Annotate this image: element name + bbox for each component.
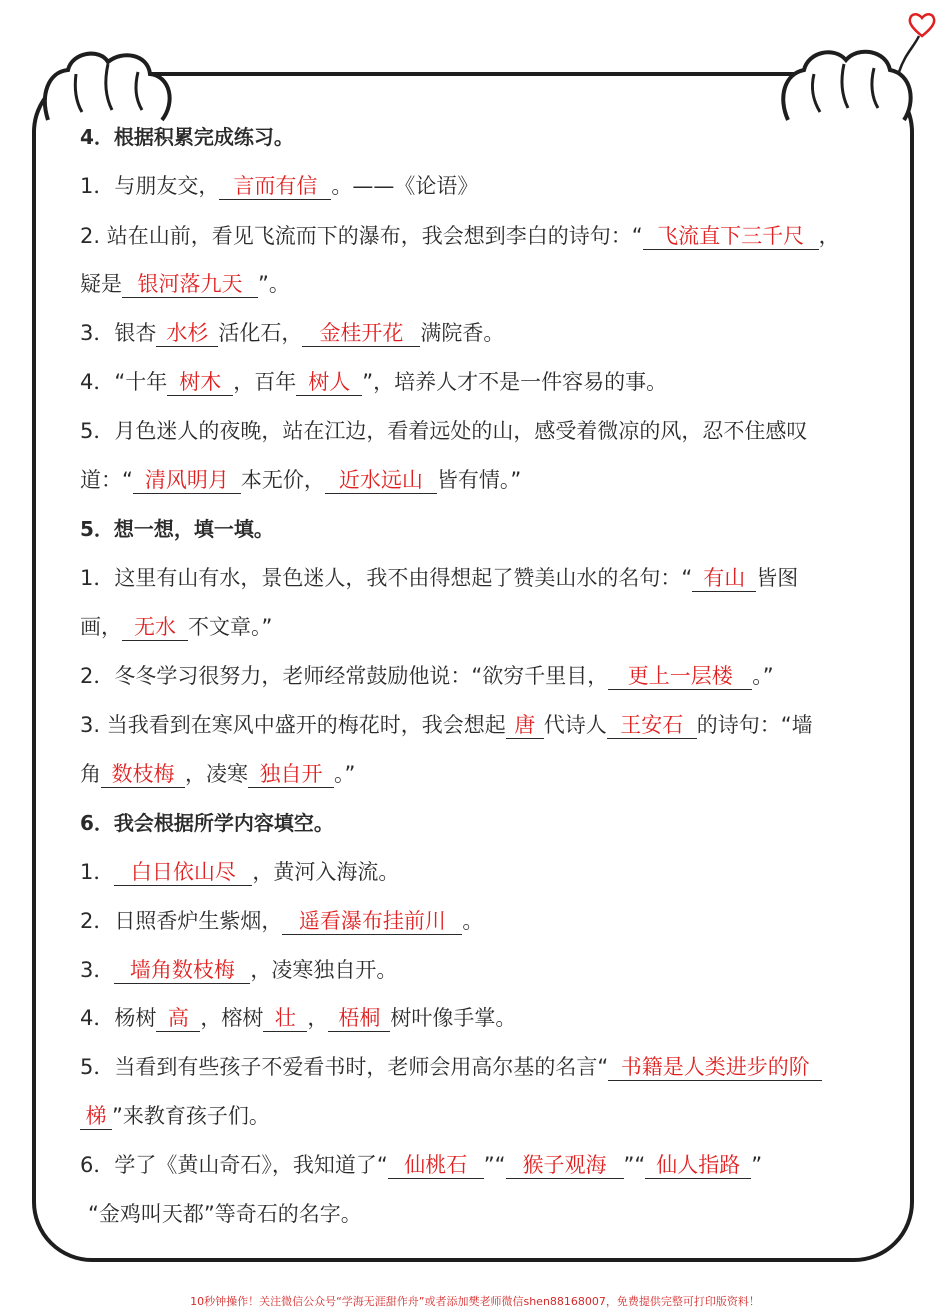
answer-blank[interactable]: 梧桐 [328,1005,390,1032]
answer-blank[interactable]: 有山 [692,565,756,592]
answer-blank[interactable]: 唐 [506,712,544,739]
s6-q1 [80,857,399,887]
text: 本无价， [240,468,325,492]
text: 满院香。 [420,321,505,345]
text: 不文章。” [188,615,273,639]
answer-blank[interactable]: 独自开 [248,761,334,788]
answer-blank[interactable]: 无水 [122,614,188,641]
left-cartoon-hand-icon [30,40,180,130]
answer-blank[interactable]: 遥看瀑布挂前川 [282,908,462,935]
s6-q6-cont [88,1199,362,1229]
s6-q5 [80,1052,822,1082]
text: 3．银杏 [80,321,157,345]
text: “金鸡叫天都”等奇石的名字。 [88,1202,362,1226]
s4-q2-cont [80,269,290,299]
text: 皆图 [756,566,799,590]
text: 6．学了《黄山奇石》，我知道了“ [80,1153,388,1177]
text: 树叶像手掌。 [390,1006,517,1030]
text: ，黄河入海流。 [252,860,400,884]
footer-notice: 10秒钟操作！关注微信公众号“学海无涯甜作舟”或者添加樊老师微信shen88168007，免费提供完整可打印版资料！ [190,1295,760,1308]
answer-blank[interactable]: 墙角数枝梅 [114,957,250,984]
answer-blank[interactable]: 言而有信 [219,173,331,200]
text: 。” [752,664,774,688]
text: 的诗句：“墙 [696,713,813,737]
text: 。” [334,762,356,786]
s5-q2 [80,661,774,691]
text: ，凌寒独自开。 [250,958,398,982]
text: 1．与朋友交， [80,174,220,198]
text: ，百年 [233,370,297,394]
text: 4．杨树 [80,1006,157,1030]
s4-q5 [80,416,807,446]
text: 角 [80,762,101,786]
answer-blank[interactable]: 壮 [263,1005,307,1032]
text: 5．月色迷人的夜晚，站在江边，看着远处的山，感受着微凉的风，忍不住感叹 [80,419,808,443]
s4-q1 [80,171,478,201]
answer-blank[interactable]: 仙人指路 [645,1152,751,1179]
s5-q3-cont [80,759,355,789]
s4-q2 [80,221,840,251]
s6-q6 [80,1150,762,1180]
answer-blank[interactable]: 更上一层楼 [608,663,752,690]
s6-q3 [80,955,397,985]
s4-q3 [80,318,504,348]
text: 1． [80,860,115,884]
answer-blank[interactable]: 水杉 [156,320,218,347]
text: 皆有情。” [436,468,522,492]
answer-blank[interactable]: 近水远山 [325,467,437,494]
text: ”“ [483,1153,506,1177]
text: ”来教育孩子们。 [112,1104,270,1128]
text: 。——《论语》 [331,174,479,198]
answer-blank[interactable]: 树人 [296,369,362,396]
s6-q2 [80,906,483,936]
answer-blank[interactable]: 飞流直下三千尺 [643,223,819,250]
text: 1．这里有山有水，景色迷人，我不由得想起了赞美山水的名句：“ [80,566,693,590]
text: 画， [80,615,122,639]
s6-q4 [80,1003,516,1033]
s5-q1 [80,563,798,593]
answer-blank[interactable]: 白日依山尽 [114,859,252,886]
text: 5．当看到有些孩子不爱看书时，老师会用高尔基的名言“ [80,1055,609,1079]
s6-q5-cont [80,1101,270,1131]
answer-blank[interactable]: 树木 [167,369,233,396]
text: ”，培养人才不是一件容易的事。 [362,370,668,394]
s5-q1-cont [80,612,272,642]
text: 代诗人 [543,713,607,737]
text: 4．“十年 [80,370,168,394]
answer-blank[interactable]: 猴子观海 [506,1152,624,1179]
text: 3． [80,958,115,982]
text: ” [751,1153,763,1177]
answer-blank[interactable]: 仙桃石 [388,1152,484,1179]
s5-q3 [80,710,813,740]
text: ， [818,224,840,248]
text: ，凌寒 [185,762,248,786]
s4-q4 [80,367,667,397]
section-4-title: 4．根据积累完成练习。 [80,125,294,149]
heart-string-icon [895,34,925,74]
answer-blank[interactable]: 书籍是人类进步的阶 [608,1054,822,1081]
section-6-title: 6．我会根据所学内容填空。 [80,811,334,835]
text: ，榕树 [200,1006,264,1030]
text: 2. 站在山前，看见飞流而下的瀑布，我会想到李白的诗句：“ [80,224,643,248]
text: 3. 当我看到在寒风中盛开的梅花时，我会想起 [80,713,506,737]
answer-blank[interactable]: 高 [156,1005,200,1032]
section-5-title: 5．想一想，填一填。 [80,517,274,541]
answer-blank[interactable]: 梯 [80,1103,112,1130]
text: ， [307,1006,329,1030]
s4-q5-cont [80,465,521,495]
text: 道：“ [80,468,133,492]
text: 2．日照香炉生紫烟， [80,909,283,933]
text: 。 [462,909,484,933]
answer-blank[interactable]: 金桂开花 [302,320,420,347]
text: 2．冬冬学习很努力，老师经常鼓励他说：“欲穷千里目， [80,664,609,688]
text: ”。 [258,272,290,296]
answer-blank[interactable]: 数枝梅 [101,761,185,788]
answer-blank[interactable]: 王安石 [607,712,697,739]
text: ”“ [623,1153,646,1177]
text: 疑是 [80,272,122,296]
answer-blank[interactable]: 清风明月 [133,467,241,494]
text: 活化石， [218,321,303,345]
answer-blank[interactable]: 银河落九天 [122,271,258,298]
